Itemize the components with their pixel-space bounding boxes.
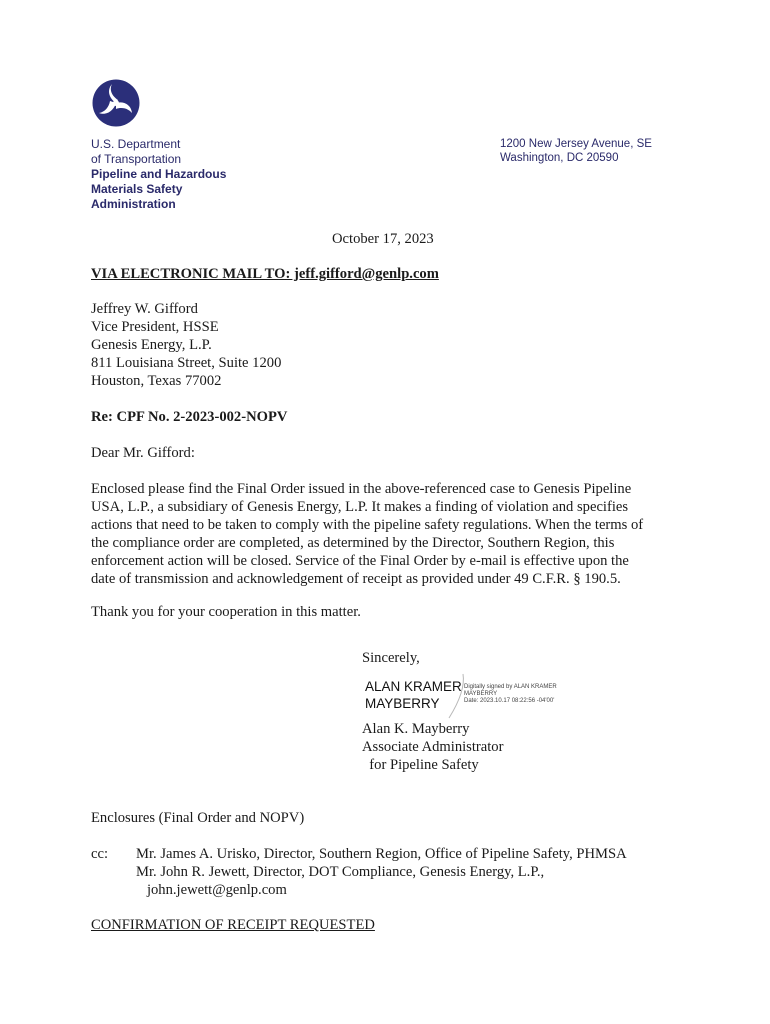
salutation: Dear Mr. Gifford: xyxy=(91,445,195,461)
body-line: USA, L.P., a subsidiary of Genesis Energy, L.P. It makes a finding of violation and specifies xyxy=(91,499,629,515)
department-block xyxy=(91,137,226,212)
cc-entry: Mr. John R. Jewett, Director, DOT Compliance, Genesis Energy, L.P., xyxy=(136,864,545,880)
agency-address xyxy=(500,137,652,165)
closing: Sincerely, xyxy=(362,650,420,666)
letter-date: October 17, 2023 xyxy=(332,231,434,247)
via-email-line: VIA ELECTRONIC MAIL TO: jeff.gifford@genlp.com xyxy=(91,266,439,282)
signature-meta-line: MAYBERRY xyxy=(464,691,498,697)
confirmation-request: CONFIRMATION OF RECEIPT REQUESTED xyxy=(91,917,375,933)
recipient-line: 811 Louisiana Street, Suite 1200 xyxy=(91,355,282,371)
thanks-line: Thank you for your cooperation in this matter. xyxy=(91,604,361,620)
signatory-title: Associate Administrator xyxy=(362,739,504,755)
body-line: actions that need to be taken to comply with the pipeline safety regulations. When the terms of xyxy=(91,517,644,533)
recipient-address xyxy=(91,300,281,390)
body-line: enforcement action will be closed. Service of the Final Order by e-mail is effective upon the xyxy=(91,553,629,569)
cc-entry: john.jewett@genlp.com xyxy=(136,882,287,898)
signatory-block xyxy=(362,720,503,774)
signature-name-line: ALAN KRAMER xyxy=(365,679,462,694)
enclosures-line: Enclosures (Final Order and NOPV) xyxy=(91,810,305,826)
signatory-office: for Pipeline Safety xyxy=(362,757,479,773)
signature-name-line: MAYBERRY xyxy=(365,696,440,711)
body-paragraph xyxy=(91,480,681,588)
body-line: Enclosed please find the Final Order issued in the above-referenced case to Genesis Pipeline xyxy=(91,481,632,497)
address-line: 1200 New Jersey Avenue, SE xyxy=(500,138,652,150)
dept-line: U.S. Department xyxy=(91,137,181,151)
cc-label: cc: xyxy=(91,846,109,862)
dot-logo xyxy=(92,79,140,127)
body-line: the compliance order are completed, as determined by the Director, Southern Region, this xyxy=(91,535,615,551)
signature-meta-line: Digitally signed by ALAN KRAMER xyxy=(464,684,557,690)
agency-line: Administration xyxy=(91,197,176,211)
recipient-line: Houston, Texas 77002 xyxy=(91,373,222,389)
digital-signature-details xyxy=(464,684,557,705)
cc-entry: Mr. James A. Urisko, Director, Southern Region, Office of Pipeline Safety, PHMSA xyxy=(136,846,627,862)
subject-line: Re: CPF No. 2-2023-002-NOPV xyxy=(91,409,288,425)
signature-meta-line: Date: 2023.10.17 08:22:56 -04'00' xyxy=(464,698,555,704)
recipient-line: Jeffrey W. Gifford xyxy=(91,301,198,317)
recipient-line: Vice President, HSSE xyxy=(91,319,219,335)
dept-line: of Transportation xyxy=(91,152,182,166)
agency-line: Pipeline and Hazardous xyxy=(91,167,227,181)
address-line: Washington, DC 20590 xyxy=(500,152,619,164)
signatory-name: Alan K. Mayberry xyxy=(362,721,470,737)
cc-list xyxy=(136,845,627,899)
agency-line: Materials Safety xyxy=(91,182,183,196)
body-line: date of transmission and acknowledgement of receipt as provided under 49 C.F.R. § 190.5. xyxy=(91,571,621,587)
recipient-line: Genesis Energy, L.P. xyxy=(91,337,212,353)
